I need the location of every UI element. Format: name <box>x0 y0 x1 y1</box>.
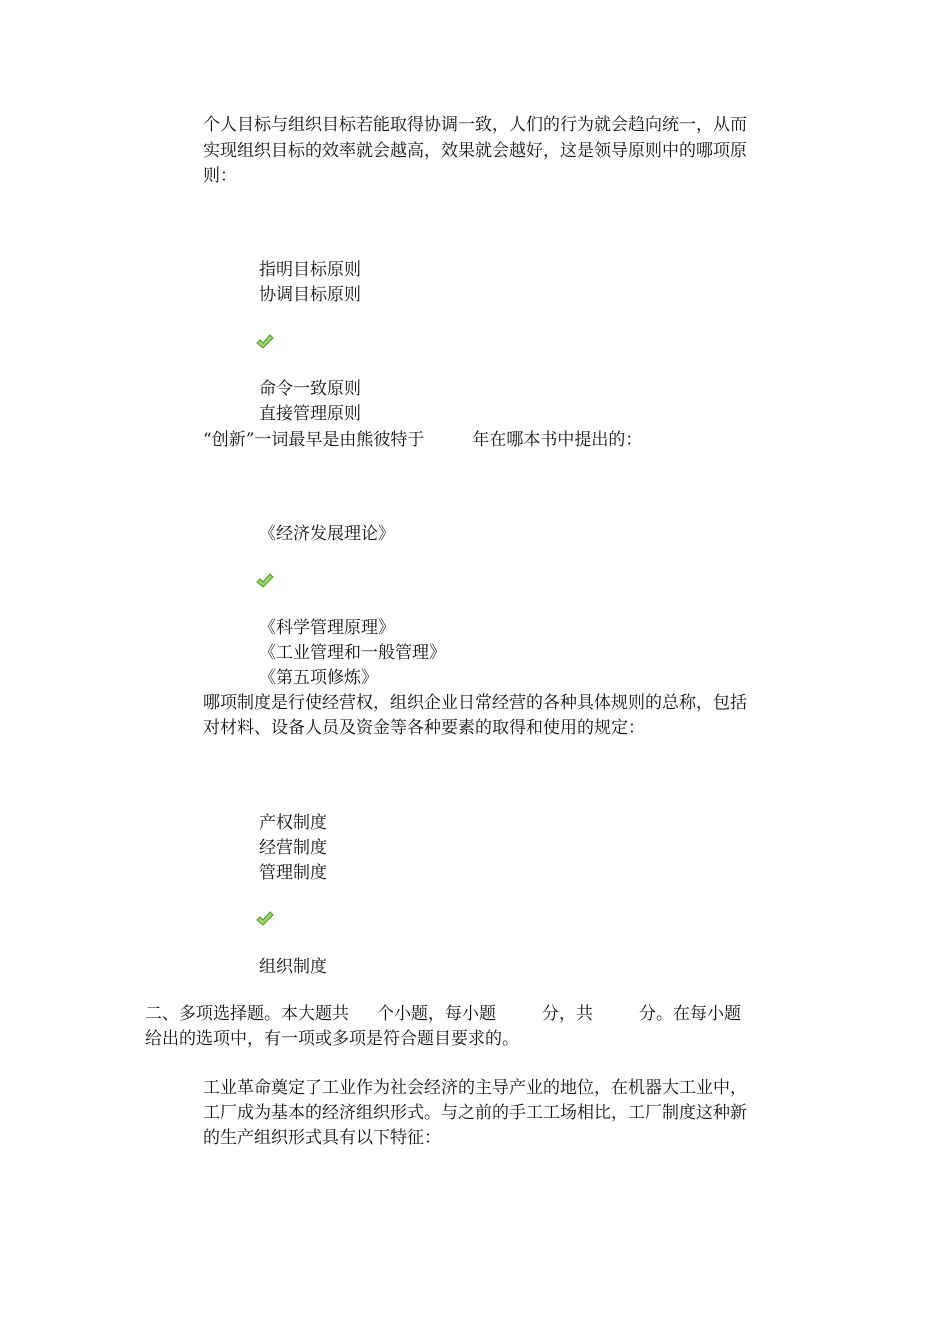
question-2-stem-part-2: 年在哪本书中提出的： <box>472 430 643 450</box>
question-1-stem-line-3: 则： <box>203 166 237 186</box>
question-1-stem-line-1: 个人目标与组织目标若能取得协调一致，人们的行为就会趋向统一，从而 <box>203 115 747 135</box>
checkmark-icon <box>256 573 274 589</box>
question-2-stem-part-1: “创新”一词最早是由熊彼特于 <box>203 430 425 450</box>
section-heading-part-3: 分，共 <box>542 1004 593 1024</box>
section-heading-line-1 <box>145 1002 741 1027</box>
question-4-stem-line-3: 的生产组织形式具有以下特征： <box>203 1128 441 1148</box>
question-2-option-c[interactable]: 《工业管理和一般管理》 <box>259 643 446 663</box>
question-1-option-c[interactable]: 命令一致原则 <box>259 379 361 399</box>
question-3-option-c[interactable]: 管理制度 <box>259 863 327 883</box>
question-1-option-a[interactable]: 指明目标原则 <box>259 260 361 280</box>
question-3-option-b[interactable]: 经营制度 <box>259 838 327 858</box>
question-2-option-b[interactable]: 《科学管理原理》 <box>259 618 395 638</box>
question-3-option-a[interactable]: 产权制度 <box>259 813 327 833</box>
checkmark-icon <box>256 911 274 927</box>
question-1-stem-line-2: 实现组织目标的效率就会越高，效果就会越好，这是领导原则中的哪项原 <box>203 141 747 161</box>
question-4-stem-line-2: 工厂成为基本的经济组织形式。与之前的手工工场相比，工厂制度这种新 <box>203 1103 747 1123</box>
question-1-option-b[interactable]: 协调目标原则 <box>259 285 361 305</box>
section-heading-part-4: 分。在每小题 <box>639 1004 741 1024</box>
question-1-option-d[interactable]: 直接管理原则 <box>259 404 361 424</box>
question-2-stem <box>203 428 642 453</box>
question-3-stem-line-1: 哪项制度是行使经营权，组织企业日常经营的各种具体规则的总称，包括 <box>203 693 747 713</box>
section-heading-part-2: 个小题，每小题 <box>377 1004 496 1024</box>
question-4-stem-line-1: 工业革命奠定了工业作为社会经济的主导产业的地位，在机器大工业中， <box>203 1078 747 1098</box>
section-heading-line-2: 给出的选项中，有一项或多项是符合题目要求的。 <box>145 1029 519 1049</box>
question-2-option-a[interactable]: 《经济发展理论》 <box>259 524 395 544</box>
question-3-option-d[interactable]: 组织制度 <box>259 957 327 977</box>
question-3-stem-line-2: 对材料、设备人员及资金等各种要素的取得和使用的规定： <box>203 718 645 738</box>
section-heading-part-1: 二、多项选择题。本大题共 <box>145 1004 349 1024</box>
checkmark-icon <box>256 334 274 350</box>
question-2-option-d[interactable]: 《第五项修炼》 <box>259 668 378 688</box>
